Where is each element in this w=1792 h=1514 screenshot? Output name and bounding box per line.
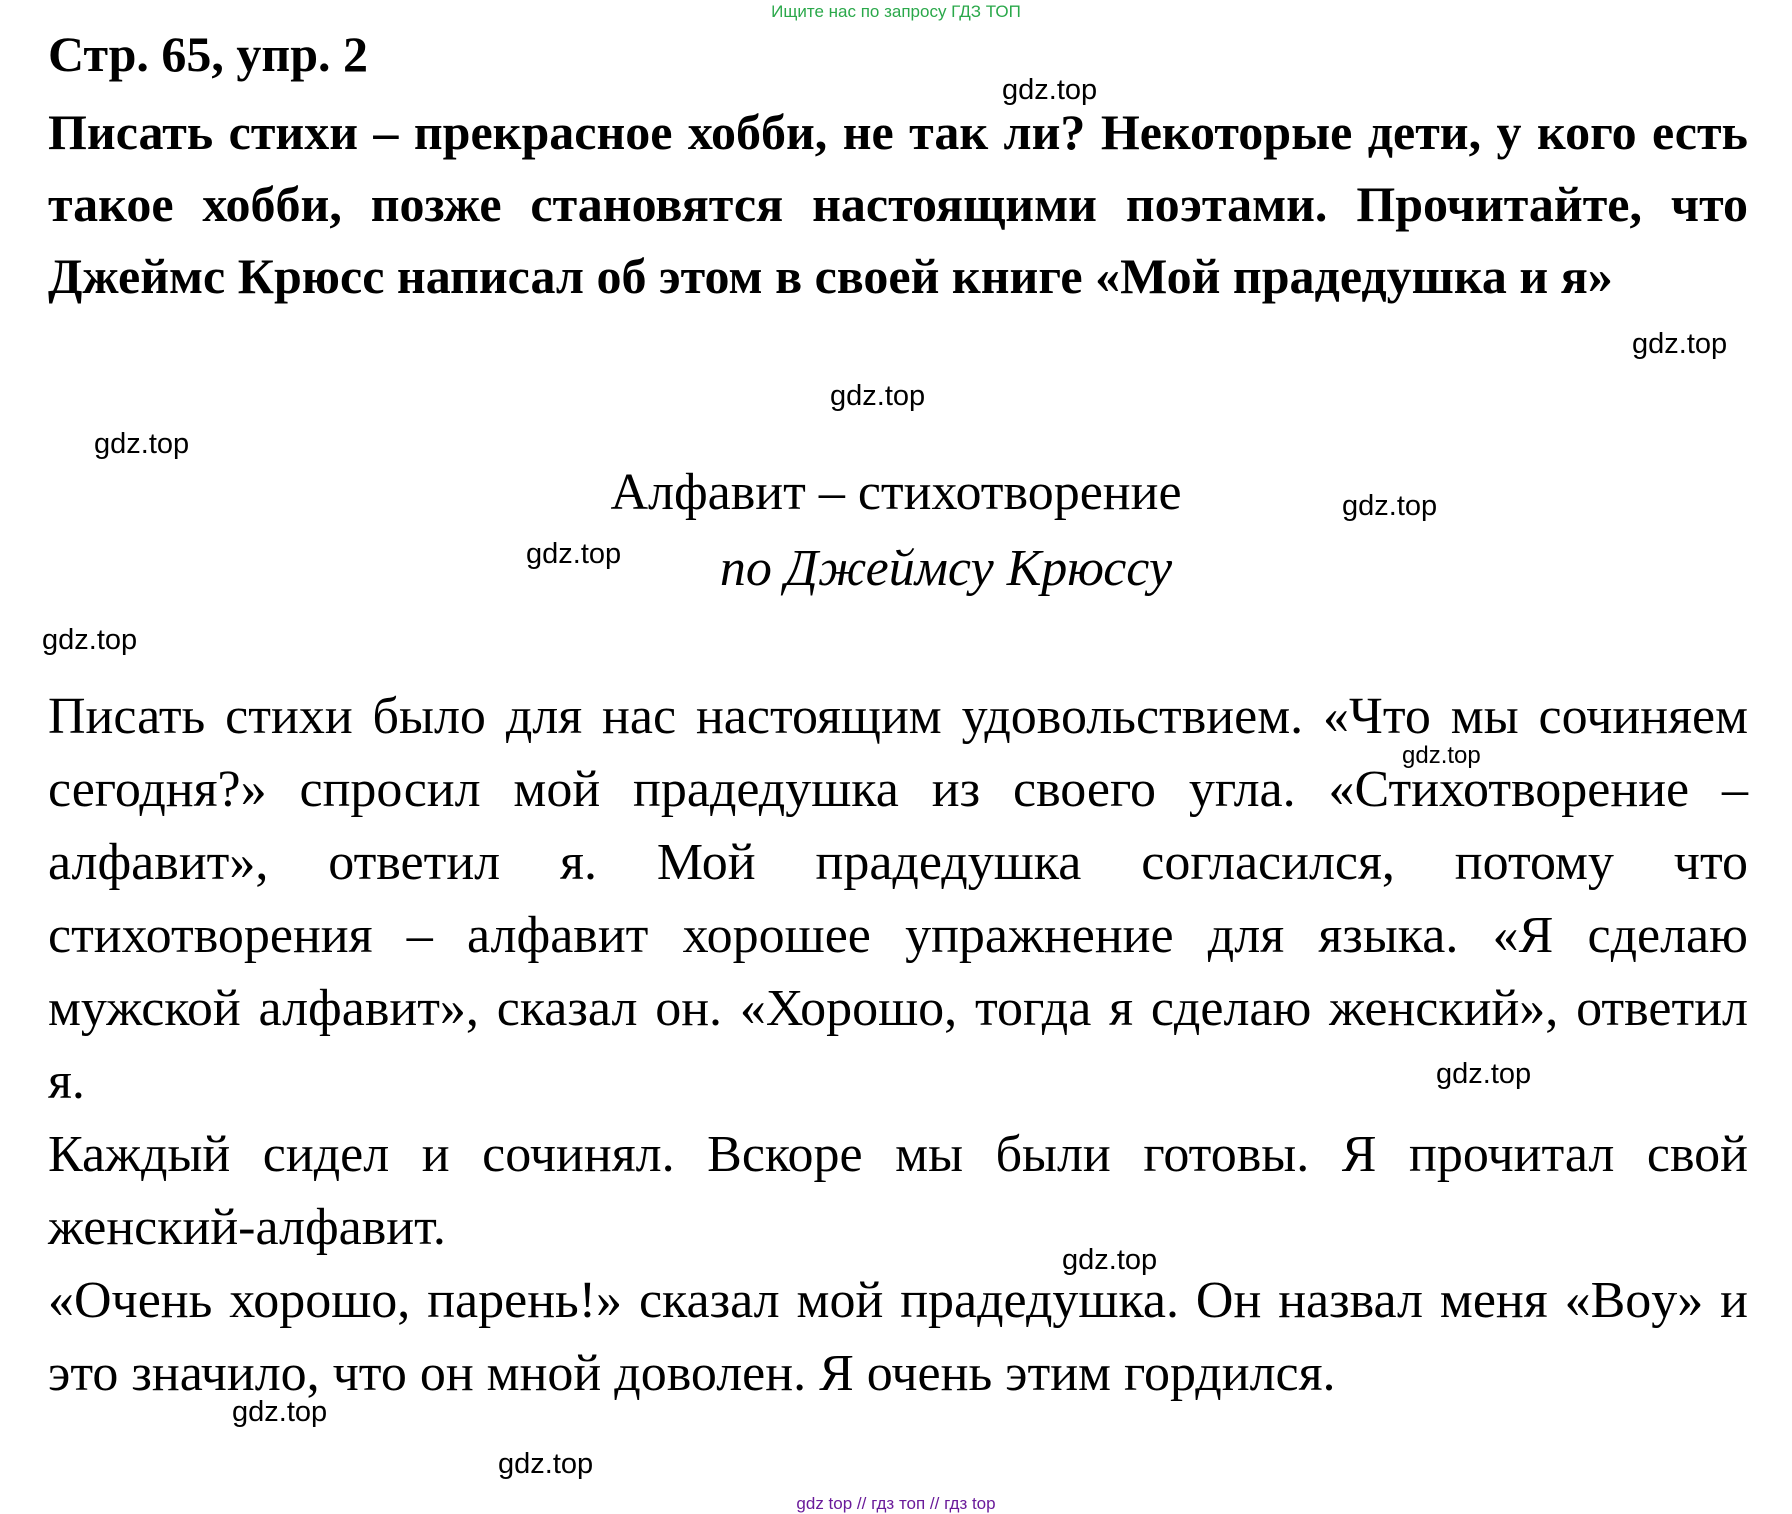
page-heading: Стр. 65, упр. 2 [48, 26, 369, 82]
watermark: gdz.top [1342, 490, 1438, 522]
watermark: gdz.top [1062, 1244, 1158, 1276]
watermark: gdz.top [1436, 1058, 1532, 1090]
poem-author: по Джеймсу Крюссу [719, 540, 1173, 597]
watermark: gdz.top [232, 1396, 328, 1428]
footer-links: gdz top // гдз топ // гдз top [796, 1494, 996, 1513]
watermark: gdz.top [830, 380, 926, 412]
watermark: gdz.top [1002, 74, 1098, 106]
search-banner: Ищите нас по запросу ГДЗ ТОП [771, 2, 1021, 21]
story-paragraph: Писать стихи было для нас настоящим удовольствием. «Что мы сочиняем сегодня?» спросил мой прадедушка из своего угла. «Стихотворение – алфавит», ответил я. Мой прадедушка согласился, потому что стихотворения – алфавит хорошее упражнение для языка. «Я сделаю мужской алфавит», сказал он. «Хорошо, тогда я сделаю женский», ответил я. [48, 688, 1748, 1110]
watermark: gdz.top [94, 428, 190, 460]
story-text [48, 680, 1748, 1410]
watermark: gdz.top [526, 538, 622, 570]
task-text: Писать стихи – прекрасное хобби, не так ли? Некоторые дети, у кого есть такое хобби, позже становятся настоящими поэтами. Прочитайте, что Джеймс Крюсс написал об этом в своей книге «Мой прадедушка и я» [48, 104, 1748, 304]
watermark: gdz.top [1632, 328, 1728, 360]
poem-title: Алфавит – стихотворение [610, 464, 1182, 521]
story-paragraph: Каждый сидел и сочинял. Вскоре мы были готовы. Я прочитал свой женский-алфавит. [48, 1126, 1748, 1256]
watermark: gdz.top [498, 1448, 594, 1480]
watermark: gdz.top [1402, 742, 1481, 769]
story-paragraph: «Очень хорошо, парень!» сказал мой прадедушка. Он назвал меня «Boy» и это значило, что он мной доволен. Я очень этим гордился. [48, 1272, 1748, 1402]
watermark: gdz.top [42, 624, 138, 656]
